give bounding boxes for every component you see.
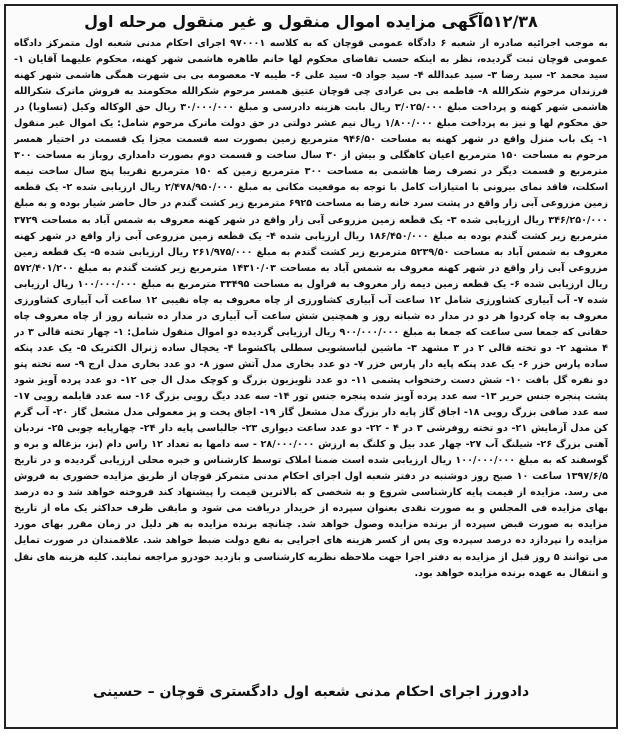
notice-frame [4,4,618,729]
notice-title: ۵۱۲/۳۸آگهی مزایده اموال منقول و غیر منقول مرحله اول [84,12,538,31]
notice-paragraph: به موجب اجرائیه صادره از شعبه ۶ دادگاه عمومی قوچان که به کلاسه ۹۷۰۰۰۱ اجرای احکام مدنی شعبه اول متمرکز دادگاه عمومی قوچان ثبت گردیده، نظر به اینکه حسب تقاضای محکوم لها خانم طاهره هاشمی شهر کهنه، محکوم علیهما آقایان ۱- سید محمد ۲- سید رضا ۳- سید عبدالله ۴- سید جواد ۵- سید علی ۶- طیبه ۷- معصومه بی بی شهرت همگی هاشمی شهر کهنه فرزندان مرحوم شکرالله ۸- فاطمه بی بی عرادی چی قوچان عتیق همسر مرحوم شکرالله محکومند به فروش ماترک شکرالله هاشمی شهر کهنه و پرداخت مبلغ ۳/۰۲۵/۰۰۰ ریال بابت هزینه دادرسی و مبلغ ۳۰/۰۰۰/۰۰۰ ریال حق الوکاله وکیل (تساویا) در حق محکوم لها و نیز به پرداخت مبلغ ۱/۸۰۰/۰۰۰ ریال نیم عشر دولتی در حق دولت ماترک مرحوم شامل: یک اموال غیر منقول ۱- یک باب منزل واقع در شهر کهنه به مساحت ۹۴۶/۵۰ مترمربع زمین بصورت سه قسمت مجزا یک قسمت در اختیار همسر مرحوم به مساحت ۱۵۰ مترمربع اعیان کاهگلی و بیش از ۳۰ سال ساخت و قسمت دوم بصورت دامداری روباز به مساحت ۳۰۰ مترمربع و قسمت دیگر در تصرف رضا هاشمی به مساحت ۳۰۰ مترمربع زمین که ۱۵۰ مترمربع تقریبا پنج سال ساخت نیمه اسکلت، فاقد نمای بیرونی با امتیازات کامل با توجه به موقعیت مکانی به مبلغ ۲/۴۷۸/۹۵۰/۰۰۰ ریال ارزیابی شده ۲- یک قطعه زمین مزروعی آبی زار واقع در پشت سرد خانه رضا به مساحت ۶۹۲۵ مترمربع زیر کشت گندم در حال حاضر شیار بوده و به مبلغ ۳۴۶/۲۵۰/۰۰۰ ریال ارزیابی شده ۳- یک قطعه زمین مزروعی آبی زار واقع در شهر کهنه معروف به شمس آباد به مساحت ۳۷۲۹ مترمربع زیر کشت گندم بوده به مبلغ ۱۸۶/۴۵۰/۰۰۰ ریال ارزیابی شده ۴- یک قطعه زمین مزروعی آبی زار واقع در شهر کهنه معروف به شمس آباد به مساحت ۵۲۳۹/۵۰ مترمربع زیر کشت گندم به مبلغ ۲۶۱/۹۷۵/۰۰۰ ریال ارزیابی شده ۵- یک قطعه زمین مزروعی آبی زار واقع در شهر کهنه معروف به شمس آباد به مساحت ۱۴۳۱۰/۰۳ مترمربع زیر کشت گندم به مبلغ ۵۷۲/۴۰۱/۲۰۰ ریال ارزیابی شده ۶- یک قطعه زمین دیمه زار معروف به فراول به مساحت ۳۳۴۹۵ مترمربع به مبلغ ۱۰۰/۰۰۰/۰۰۰ ریال ارزیابی شده ۷- آب آبیاری کشاورزی شامل ۱۲ ساعت آب آبیاری کشاورزی از چاه معروف به چاه نقیبی ۱۲ ساعت آب آبیاری کشاورزی معروف به چاه کردوا هر دو در مدار ده شبانه روز و همچنین شش ساعت آب آبیاری در مدار ده شبانه روز از چاه معروف چاه حقانی که جمعا سی ساعت که جمعا به مبلغ ۹۰۰/۰۰۰/۰۰۰ ریال ارزیابی گردیده دو اموال منقول شامل: ۱- چهار تخته قالی ۳ در ۴ مشهد ۲- دو تخته قالی ۲ در ۳ مشهد ۳- ماشین لباسشویی سطلی پاکشوما ۴- یخچال ساده ژنرال الکتریک ۵- یک عدد پنکه ساده پارس خزر ۶- یک عدد پنکه پایه دار پارس خزر ۷- دو عدد بخاری مدل آتش سوز ۸- دو عدد بخاری مدل ارج ۹- سه تخته پتو دو نفره گل بافت ۱۰- شش دست رختخواب پشمی ۱۱- دو عدد تلویزیون بزرگ و کوچک مدل ال جی ۱۲- دو عدد پرده آویز شود پشت پنجره جنس حریر ۱۳- سه عدد پرده آویز شده پنجره جنس تور ۱۴- سه عدد دیگ رویی بزرگ ۱۶- سه عدد قابلمه رویی ۱۷- سه عدد صافی بزرگ رویی ۱۸- اجاق گاز پایه دار بزرگ مدل مشعل گاز ۱۹- اجاق پخت و پز معمولی مدل مشعل گاز ۲۰- آب گرم کن مدل آزمایش ۲۱- دو تخته روفرشی ۳ در ۴ - ۲۲- دو عدد ساعت دیواری ۲۳- جالباسی پایه دار ۲۴- چهارپایه چوبی ۲۵- نردبان آهنی بزرگ ۲۶- شیلنگ آب ۲۷- چهار عدد بیل و کلنگ به ارزش ۲۸/۰۰۰/۰۰۰ - سه دامها به تعداد ۱۲ راس دام (بز، بزغاله و بره و گوسفند که به مبلغ ۱۰۰/۰۰۰/۰۰۰ ریال ارزیابی شده است ضمنا املاک توسط کارشناس و خبره محلی ارزیابی گردیده و در تاریخ ۱۳۹۷/۶/۵ ساعت ۱۰ صبح روز دوشنبه در دفتر شعبه اول اجرای احکام مدنی متمرکز قوچان از طریق مزایده حضوری به فروش می رسد. مزایده از قیمت پایه کارشناسی شروع و به شخصی که بالاترین قیمت را پیشنهاد کند فروخته خواهد شد و ده درصد بهای مزایده فی المجلس و به صورت نقدی بعنوان سپرده از خریدار دریافت می شود و مابقی ظرف حداکثر یک ماه از تاریخ مزایده به صورت قبض سپرده از برنده مزایده وصول خواهد شد. چنانچه برنده مزایده به هر دلیل در زمان مقرر بهای مورد مزایده را نپردازد ده درصد سپرده وی پس از کسر هزینه های اجرایی به نفع دولت ضبط خواهد شد. علاقمندان در صورت تمایل می توانند ۵ روز قبل از مزایده به دفتر اجرا جهت ملاحظه نظریه کارشناسی و بازدید خودرو مراجعه نمایند. کلیه هزینه های نقل و انتقال به عهده برنده مزایده خواهد بود. [14,38,608,579]
notice-signature: دادورز اجرای احکام مدنی شعبه اول دادگستری قوچان – حسینی [92,684,530,700]
notice-body [14,36,608,672]
